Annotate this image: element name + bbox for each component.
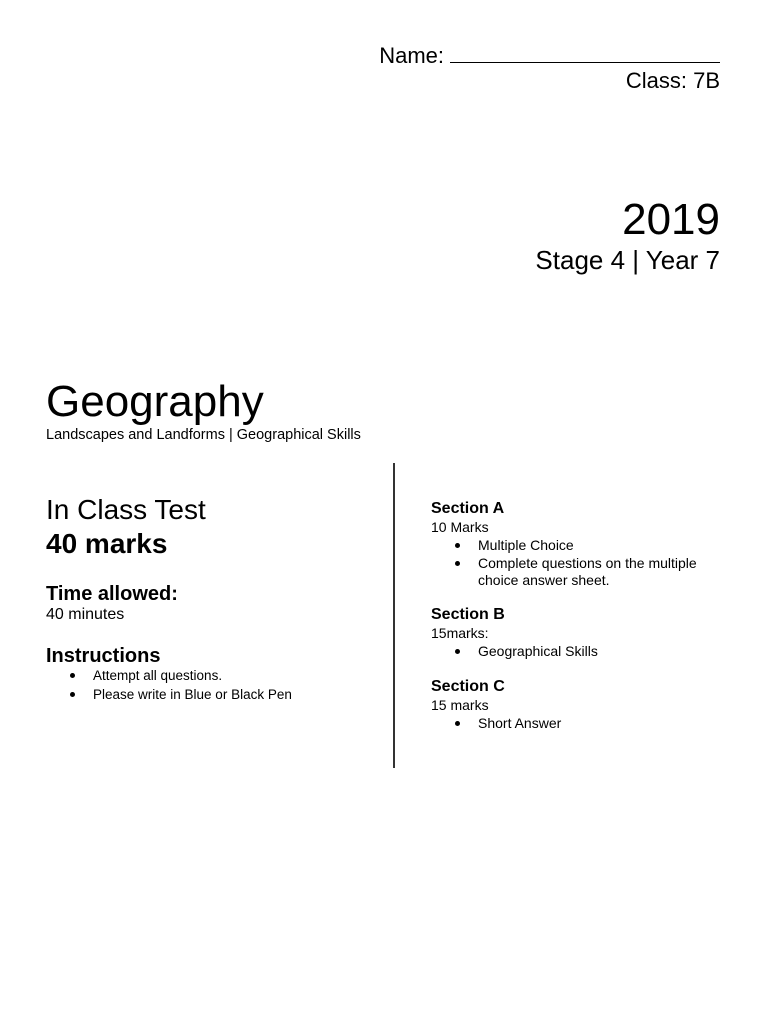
section-c-marks: 15 marks xyxy=(431,697,489,713)
name-blank-line[interactable] xyxy=(450,40,720,63)
section-b-marks: 15marks: xyxy=(431,625,489,641)
section-c-list xyxy=(431,715,731,732)
section-b-title: Section B xyxy=(431,606,505,623)
time-allowed-value: 40 minutes xyxy=(46,606,125,623)
section-c-title: Section C xyxy=(431,678,505,695)
section-c xyxy=(431,677,731,732)
class-label: Class: 7B xyxy=(625,68,720,93)
section-a-title: Section A xyxy=(431,500,505,517)
subject-topics: Landscapes and Landforms | Geographical Skills xyxy=(46,427,361,443)
instruction-item: Attempt all questions. xyxy=(46,666,376,685)
instruction-item: Please write in Blue or Black Pen xyxy=(46,685,376,704)
section-a-item: Multiple Choice xyxy=(431,537,731,554)
section-a xyxy=(431,499,731,589)
section-b-item: Geographical Skills xyxy=(431,643,731,660)
name-label: Name: xyxy=(379,43,444,68)
year-heading: 2019 xyxy=(622,195,720,244)
section-a-list xyxy=(431,537,731,589)
stage-year-heading: Stage 4 | Year 7 xyxy=(535,245,720,275)
section-a-item: Complete questions on the multiple choice answer sheet. xyxy=(431,555,731,589)
time-allowed-label: Time allowed: xyxy=(46,583,178,605)
section-b xyxy=(431,605,731,660)
subject-title: Geography xyxy=(46,377,264,426)
section-a-marks: 10 Marks xyxy=(431,519,489,535)
test-total-marks: 40 marks xyxy=(46,528,168,559)
column-divider xyxy=(393,463,395,768)
section-c-item: Short Answer xyxy=(431,715,731,732)
section-b-list xyxy=(431,643,731,660)
instructions-heading: Instructions xyxy=(46,645,161,667)
instructions-list xyxy=(46,666,376,704)
test-title: In Class Test xyxy=(46,494,206,525)
